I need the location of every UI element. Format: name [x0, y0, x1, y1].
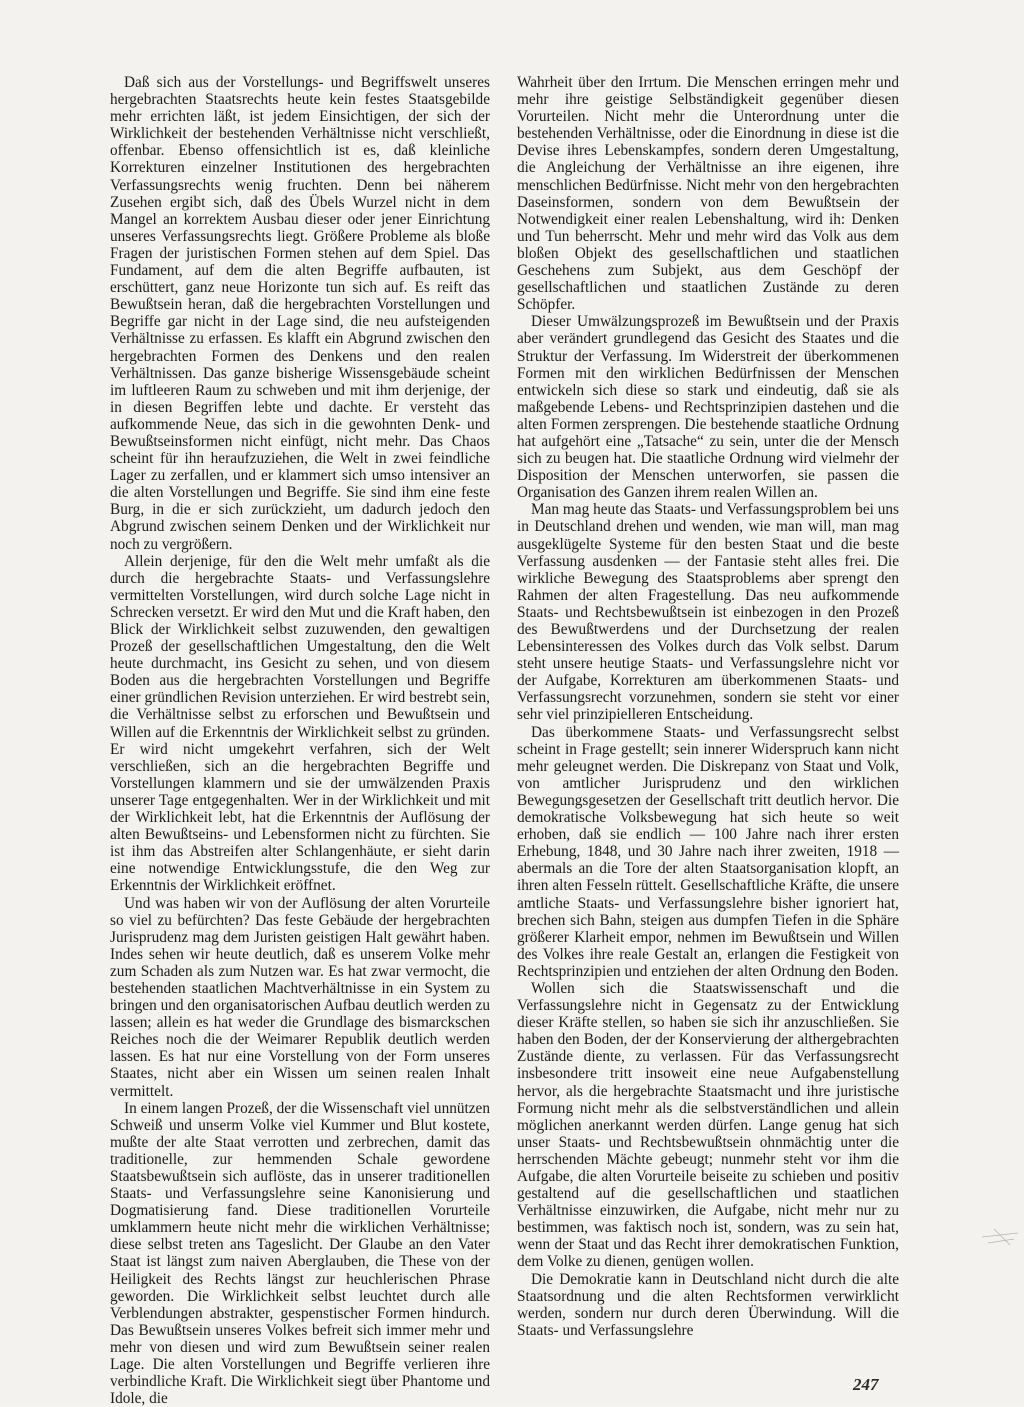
paragraph-continued: Wahrheit über den Irrtum. Die Menschen erringen mehr und mehr ihre geistige Selbständigkeit gegenüber diesen Vorurteilen. Nicht mehr die Unterordnung unter die bestehenden Verhältnisse, oder die Einordnung in diese ist die Devise ihres Lebenskampfes, sondern deren Umgestaltung, die Angleichung der Verhältnisse an ihre eigenen, ihre menschlichen Bedürfnisse. Nicht mehr von den hergebrachten Daseinsformen, sondern von dem Bewußtsein der Notwendigkeit einer realen Lebenshaltung, wird ih: Denken und Tun beherrscht. Mehr und mehr wird das Volk aus dem bloßen Objekt des gesellschaftlichen und staatlichen Geschehens zum Subjekt, aus dem Geschöpf der gesellschaftlichen und staatlichen Zustände zu deren Schöpfer. [517, 74, 899, 314]
paragraph: Allein derjenige, für den die Welt mehr umfaßt als die durch die hergebrachte Staats- und Verfassungslehre vermittelten Vorstellungen, wird durch solche Lage nicht in Schrecken versetzt. Er wird den Mut und die Kraft haben, den Blick der Wirklichkeit selbst zuzuwenden, den gewaltigen Prozeß der gesellschaftlichen Umgestaltung, den die Welt heute durchmacht, ins Gesicht zu sehen, und von diesem Boden aus die hergebrachten Vorstellungen und Begriffe einer gründlichen Revision unterziehen. Er wird bestrebt sein, die Verhältnisse selbst zu erforschen und Bewußtsein und Willen auf die Erkenntnis der Wirklichkeit selbst zu gründen. Er wird nicht umgekehrt verfahren, sich der Welt verschließen, sich an die hergebrachten Begriffe und Vorstellungen klammern und sie der umwälzenden Praxis unserer Tage entgegenhalten. Wer in der Wirklichkeit und mit der Wirklichkeit lebt, hat die Erkenntnis der Auflösung der alten Bewußtseins- und Lebensformen nicht zu fürchten. Sie ist ihm das Abstreifen alter Schlangenhäute, er sieht darin eine notwendige Entwicklungsstufe, die den Weg zur Erkenntnis der Wirklichkeit eröffnet. [110, 552, 490, 895]
paragraph: Wollen sich die Staatswissenschaft und die Verfassungslehre nicht in Gegensatz zu der Entwicklung dieser Kräfte stellen, so haben sie sich ihr anzuschließen. Sie haben den Boden, der der Konservierung der althergebrachten Zustände diente, zu verlassen. Für das Verfassungsrecht insbesondere tritt insoweit eine neue Aufgabenstellung hervor, als die hergebrachte Staatsmacht und ihre juristische Formung nicht mehr als die selbstverständlichen und allein möglichen anerkannt werden dürfen. Lange genug hat sich unser Staats- und Rechtsbewußtsein ohnmächtig unter die herrschenden Mächte gebeugt; nunmehr steht vor ihm die Aufgabe, die alten Vorurteile beiseite zu schieben und positiv gestaltend auf die gesellschaftlichen und staatlichen Verhältnisse einzuwirken, die Aufgabe, nicht mehr nur zu bestimmen, was faktisch noch ist, sondern, was zu sein hat, wenn der Staat und das Recht ihrer demokratischen Funktion, dem Volke zu dienen, genügen wollen. [517, 979, 899, 1271]
paragraph: Daß sich aus der Vorstellungs- und Begriffswelt unseres hergebrachten Staatsrechts heute kein festes Staatsgebilde mehr errichten läßt, ist jedem Einsichtigen, der sich der Wirklichkeit der bestehenden Verhältnisse nicht verschließt, offenbar. Ebenso offensichtlich ist es, daß kleinliche Korrekturen einzelner Institutionen des hergebrachten Verfassungsrechts wenig fruchten. Denn bei näherem Zusehen ergibt sich, daß des Übels Wurzel nicht in dem Mangel an korrektem Ausbau dieser oder jener Einrichtung unseres Verfassungsrechts liegt. Größere Probleme als bloße Fragen der juristischen Formen stehen auf dem Spiel. Das Fundament, auf dem die alten Begriffe aufbauten, ist erschüttert, ganz neue Horizonte tun sich auf. Es reift das Bewußtsein heran, daß die hergebrachten Vorstellungen und Begriffe gar nicht in der Lage sind, die neu aufsteigenden Verhältnisse zu erfassen. Es klafft ein Abgrund zwischen den hergebrachten Formen des Denkens und den realen Verhältnissen. Das ganze bisherige Wissensgebäude scheint im luftleeren Raum zu schweben und mit ihm derjenige, der in diesen Begriffen lebte und dachte. Er versteht das aufkommende Neue, das sich in die gewohnten Denk- und Bewußtseinsformen nicht einfügt, nicht mehr. Das Chaos scheint für ihn heraufzuziehen, die Welt in zwei feindliche Lager zu zerfallen, und er klammert sich umso intensiver an die alten Vorstellungen und Begriffe. Sie sind ihm eine feste Burg, in die er sich zurückzieht, um dadurch jedoch den Abgrund zwischen seinem Denken und der Wirklichkeit nur noch zu vergrößern. [110, 74, 490, 553]
paragraph: Die Demokratie kann in Deutschland nicht durch die alte Staatsordnung und die alten Rechtsformen verwirklicht werden, sondern nur durch deren Überwindung. Will die Staats- und Verfassungslehre [517, 1270, 899, 1339]
right-column [517, 74, 899, 1339]
page-number: 247 [853, 1375, 879, 1394]
paragraph: Und was haben wir von der Auflösung der alten Vorurteile so viel zu befürchten? Das feste Gebäude der hergebrachten Jurisprudenz mag dem Juristen geistigen Halt gewährt haben. Indes sehen wir heute deutlich, daß es unserem Volke mehr zum Schaden als zum Nutzen war. Es hat zwar vermocht, die bestehenden staatlichen Machtverhältnisse in ein System zu bringen und den organisatorischen Aufbau deutlich werden zu lassen; allein es hat weder die Grundlage des bismarckschen Reiches noch die der Weimarer Republik deutlich werden lassen. Es hat nur eine Vorstellung von der Form unseres Staates, nicht aber ein Wissen um seinen realen Inhalt vermittelt. [110, 894, 490, 1100]
paragraph: Das überkommene Staats- und Verfassungsrecht selbst scheint in Frage gestellt; sein innerer Widerspruch kann nicht mehr geleugnet werden. Die Diskrepanz von Staat und Volk, von amtlicher Jurisprudenz und den wirklichen Bewegungsgesetzen der Gesellschaft tritt deutlich hervor. Die demokratische Volksbewegung hat sich heute so weit erhoben, daß sie endlich — 100 Jahre nach ihrer ersten Erhebung, 1848, und 30 Jahre nach ihrer zweiten, 1918 — abermals an die Tore der alten Staatsorganisation klopft, an ihren alten Fesseln rüttelt. Gesellschaftliche Kräfte, die unsere amtliche Staats- und Verfassungslehre bisher ignoriert hat, brechen sich Bahn, steigen aus dumpfen Tiefen in die Sphäre größerer Klarheit empor, nehmen im Bewußtsein und Willen des Volkes ihre reale Gestalt an, erlangen die Festigkeit von Rechtsprinzipien und entziehen der alten Ordnung den Boden. [517, 723, 899, 980]
ink-smudge [980, 1215, 1020, 1255]
left-column [110, 74, 490, 1407]
paragraph: Man mag heute das Staats- und Verfassungsproblem bei uns in Deutschland drehen und wenden, wie man will, man mag ausgeklügelte Systeme für den besten Staat und die beste Verfassung ausdenken — der Fantasie steht alles frei. Die wirkliche Bewegung des Staatsproblems aber sprengt den Rahmen der alten Fragestellung. Das neu aufkommende Staats- und Rechtsbewußtsein ist einbezogen in den Prozeß des Bewußtwerdens und der Durchsetzung der realen Lebensinteressen des Volkes durch das Volk selbst. Darum steht unsere heutige Staats- und Verfassungslehre nicht vor der Aufgabe, Korrekturen am überkommenen Staats- und Verfassungsrecht vorzunehmen, sondern sie steht vor einer sehr viel prinzipielleren Entscheidung. [517, 501, 899, 724]
paragraph: Dieser Umwälzungsprozeß im Bewußtsein und der Praxis aber verändert grundlegend das Gesicht des Staates und die Struktur der Verfassung. Im Widerstreit der überkommenen Formen mit den wirklichen Bedürfnissen der Menschen entwickeln sich diese so stark und eindeutig, daß sie als maßgebende Lebens- und Rechtsprinzipien dastehen und die alten Formen zersprengen. Die bestehende staatliche Ordnung hat aufgehört eine „Tatsache“ zu sein, unter die der Mensch sich zu beugen hat. Die staatliche Ordnung wird vielmehr der Disposition der Menschen unterworfen, sie passen die Organisation des Ganzen ihrem realen Willen an. [517, 313, 899, 502]
paragraph: In einem langen Prozeß, der die Wissenschaft viel unnützen Schweiß und unserm Volke viel Kummer und Blut kostete, mußte der alte Staat verrotten und zerbrechen, damit das traditionelle, zur hemmenden Schale gewordene Staatsbewußtsein sich auflöste, das in unserer traditionellen Staats- und Verfassungslehre seine Kanonisierung und Dogmatisierung fand. Diese traditionellen Vorurteile umklammern heute nicht mehr die wirklichen Verhältnisse; diese selbst treten ans Tageslicht. Der Glaube an den Vater Staat ist längst zum naiven Aberglauben, die These von der Heiligkeit des Rechts längst zur heuchlerischen Phrase geworden. Die Wirklichkeit selbst leuchtet durch alle Verblendungen abstrakter, gespenstischer Formen hindurch. Das Bewußtsein unseres Volkes befreit sich immer mehr und mehr von diesen und wird zum Bewußtsein seiner realen Lage. Die alten Vorstellungen und Begriffe verlieren ihre verbindliche Kraft. Die Wirklichkeit siegt über Phantome und Idole, die [110, 1099, 490, 1407]
